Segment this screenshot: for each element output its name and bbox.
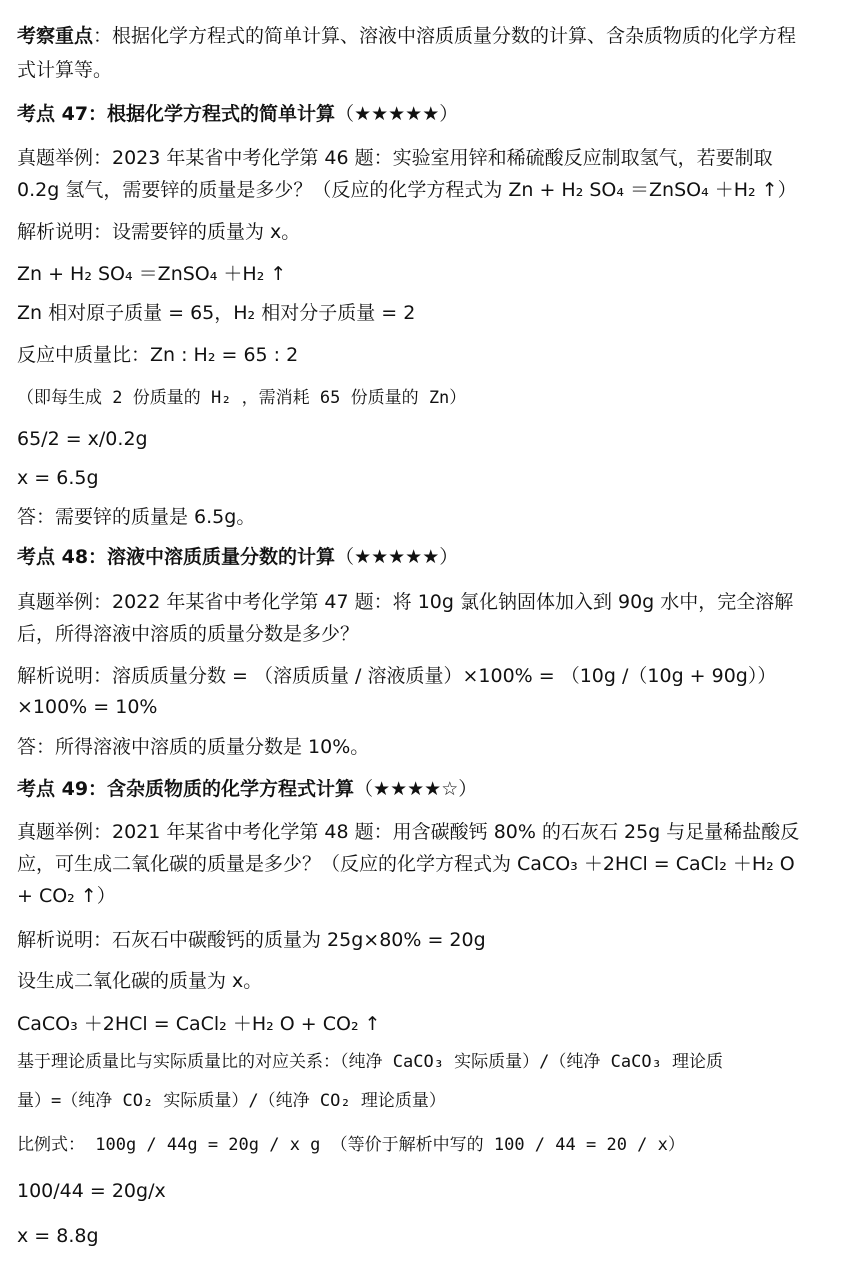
section-47-title: 考点 47：根据化学方程式的简单计算 — [17, 103, 336, 125]
section-47-analysis: 解析说明：设需要锌的质量为 x。 — [17, 221, 301, 243]
section-49-example-line1: 真题举例：2021 年某省中考化学第 48 题：用含碳酸钙 80% 的石灰石 25g 与足量稀盐酸反 — [17, 821, 800, 843]
section-49-relation-line1: 基于理论质量比与实际质量比的对应关系：（纯净 CaCO₃ 实际质量）/（纯净 CaCO₃ 理论质 — [17, 1052, 724, 1072]
section-49-relation-line2: 量）=（纯净 CO₂ 实际质量）/（纯净 CO₂ 理论质量） — [17, 1091, 446, 1111]
section-48-heading — [17, 542, 830, 572]
section-49-heading — [17, 774, 830, 804]
focus-text-line2: 式计算等。 — [17, 59, 113, 81]
section-49-equation: CaCO₃ ＋2HCl = CaCl₂ ＋H₂ O + CO₂ ↑ — [17, 1013, 381, 1035]
focus-label: 考察重点 — [17, 25, 94, 47]
section-48-answer: 答：所得溶液中溶质的质量分数是 10%。 — [17, 736, 370, 758]
section-49-proportion: 100/44 = 20g/x — [17, 1180, 166, 1202]
section-47-example-line1: 真题举例：2023 年某省中考化学第 46 题：实验室用锌和稀硫酸反应制取氢气，若要制取 — [17, 147, 773, 169]
section-47-mass-ratio: 反应中质量比：Zn : H₂ = 65 : 2 — [17, 344, 299, 366]
section-47-ratio-note: （即每生成 2 份质量的 H₂ ，需消耗 65 份质量的 Zn） — [17, 388, 467, 408]
section-48-analysis-line1: 解析说明：溶质质量分数 = （溶质质量 / 溶液质量）×100% = （10g /（10g + 90g）） — [17, 665, 777, 687]
focus-paragraph — [17, 21, 830, 51]
section-49-example-line3: + CO₂ ↑） — [17, 885, 116, 907]
section-49-result: x = 8.8g — [17, 1225, 99, 1247]
section-49-title: 考点 49：含杂质物质的化学方程式计算 — [17, 778, 355, 800]
section-49-analysis: 解析说明：石灰石中碳酸钙的质量为 25g×80% = 20g — [17, 929, 486, 951]
focus-text-line1: ：根据化学方程式的简单计算、溶液中溶质质量分数的计算、含杂质物质的化学方程 — [93, 25, 797, 47]
section-47-rating: （★★★★★） — [335, 103, 459, 125]
section-49-example-line2: 应，可生成二氧化碳的质量是多少？（反应的化学方程式为 CaCO₃ ＋2HCl = CaCl₂ ＋H₂ O — [17, 853, 795, 875]
section-49-assumption: 设生成二氧化碳的质量为 x。 — [17, 970, 263, 992]
section-47-example-line2: 0.2g 氢气，需要锌的质量是多少？（反应的化学方程式为 Zn + H₂ SO₄ ＝ZnSO₄ ＋H₂ ↑） — [17, 179, 797, 201]
section-48-example-line1: 真题举例：2022 年某省中考化学第 47 题：将 10g 氯化钠固体加入到 90g 水中，完全溶解 — [17, 591, 794, 613]
section-48-analysis-line2: ×100% = 10% — [17, 696, 158, 718]
section-48-rating: （★★★★★） — [335, 546, 459, 568]
section-48-title: 考点 48：溶液中溶质质量分数的计算 — [17, 546, 336, 568]
section-49-proportion-formula: 比例式： 100g / 44g = 20g / x g （等价于解析中写的 100 / 44 = 20 / x） — [17, 1135, 685, 1155]
section-47-equation: Zn + H₂ SO₄ ＝ZnSO₄ ＋H₂ ↑ — [17, 263, 287, 285]
section-47-relative-mass: Zn 相对原子质量 = 65，H₂ 相对分子质量 = 2 — [17, 302, 416, 324]
section-47-heading — [17, 99, 830, 129]
section-48-example-line2: 后，所得溶液中溶质的质量分数是多少？ — [17, 623, 360, 645]
section-47-answer: 答：需要锌的质量是 6.5g。 — [17, 506, 256, 528]
section-47-proportion: 65/2 = x/0.2g — [17, 428, 148, 450]
section-47-result: x = 6.5g — [17, 467, 99, 489]
section-49-rating: （★★★★☆） — [354, 778, 478, 800]
